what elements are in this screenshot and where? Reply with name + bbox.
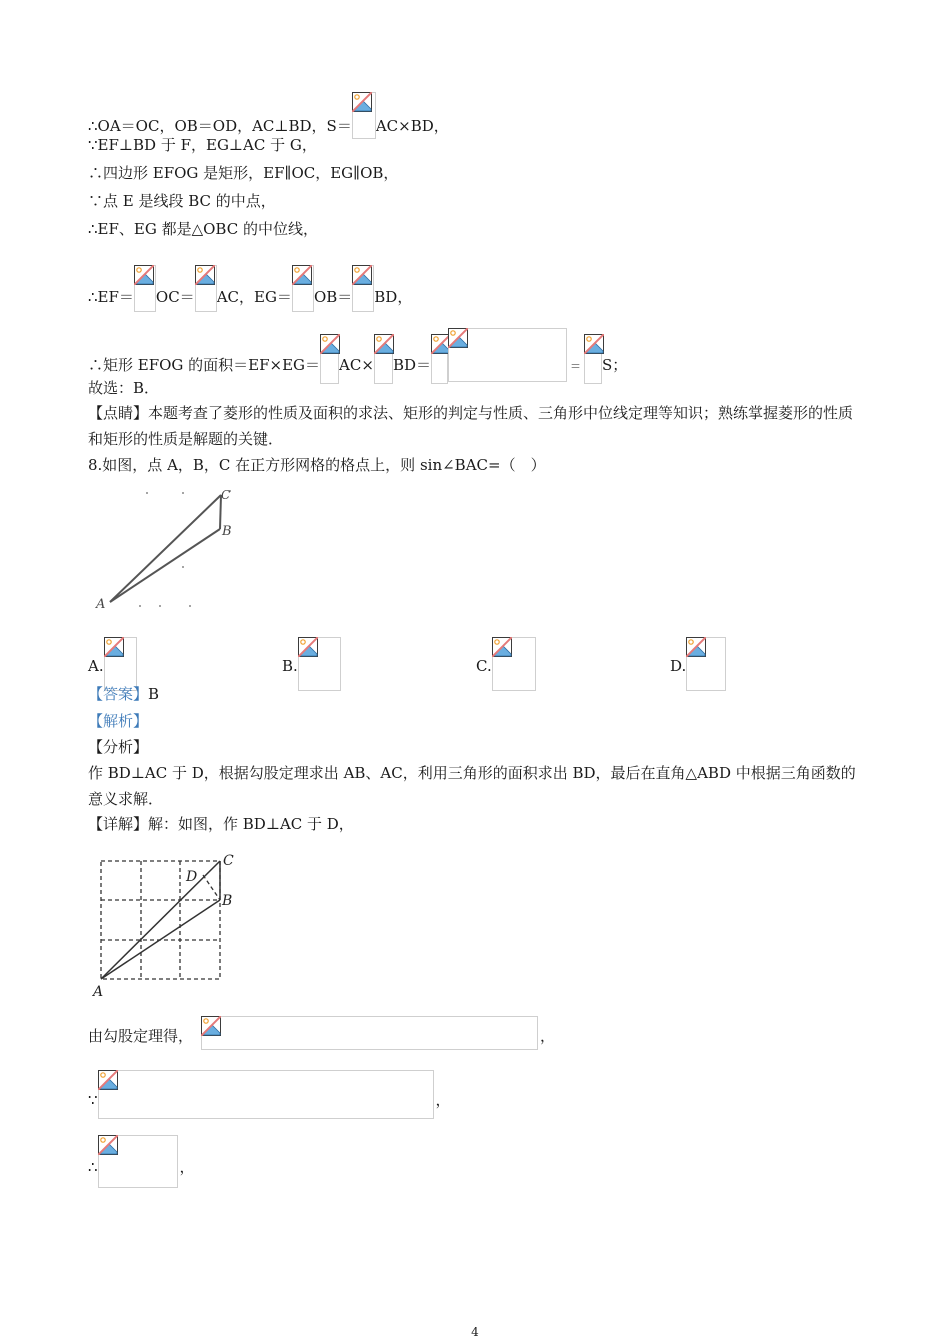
broken-image-fraction [431, 334, 448, 384]
proof-line-4: ∵点 E 是线段 BC 的中点， [88, 192, 276, 210]
detail-text: 解：如图，作 BD⊥AC 于 D， [148, 815, 354, 833]
option-label: C. [476, 657, 492, 675]
broken-image-icon [134, 265, 154, 285]
broken-image-option [492, 637, 536, 691]
text: OC＝ [155, 288, 195, 306]
fenxi-label: 【分析】 [88, 738, 149, 756]
text: BD＝ [392, 356, 431, 374]
tip-label: 【点睛】 [88, 404, 149, 422]
tip-text: 本题考查了菱形的性质及面积的求法、矩形的判定与性质、三角形中位线定理等知识；熟练掌握菱形的性质和矩形的性质是解题的关键． [88, 404, 854, 448]
point-label-a: A [96, 597, 106, 610]
option-label: D. [670, 657, 687, 675]
conclusion-line: 故选：B． [88, 379, 160, 397]
broken-image-icon [98, 1070, 118, 1090]
answer-value: B [148, 685, 160, 703]
text: AC×BD， [375, 117, 449, 135]
broken-image-expression [98, 1135, 178, 1188]
broken-image-fraction [352, 92, 376, 139]
text: ∴ [88, 1158, 98, 1176]
point-label-b: B [222, 524, 232, 539]
option-d[interactable] [670, 637, 726, 691]
text: ∵ [88, 1091, 98, 1109]
broken-image-fraction [374, 334, 393, 384]
detail-line [88, 814, 354, 834]
broken-image-icon [492, 637, 512, 657]
text: ， [435, 1091, 451, 1109]
text: ∴EF＝ [88, 288, 134, 306]
text: S； [602, 356, 628, 374]
point-label-c: C [221, 488, 231, 502]
analysis-label: 【解析】 [88, 712, 149, 730]
option-b[interactable] [282, 637, 341, 691]
option-a[interactable] [88, 637, 137, 691]
broken-image-icon [374, 334, 394, 354]
broken-image-option [104, 637, 137, 691]
broken-image-fraction [134, 265, 156, 312]
proof-line-3: ∴四边形 EFOG 是矩形，EF∥OC，EG∥OB， [88, 164, 399, 182]
text: AC，EG＝ [216, 288, 292, 306]
text: ， [540, 1027, 556, 1045]
broken-image-icon [195, 265, 215, 285]
broken-image-expression [98, 1070, 434, 1119]
text: 由勾股定理得， [88, 1027, 194, 1045]
broken-image-icon [352, 92, 372, 112]
option-c[interactable] [476, 637, 536, 691]
text: OB＝ [313, 288, 353, 306]
text: ＝ [570, 360, 581, 373]
broken-image-fraction [320, 334, 339, 384]
proof-line-6 [88, 265, 412, 312]
detail-label: 【详解】 [88, 815, 149, 833]
proof-line-7 [88, 330, 627, 384]
broken-image-icon [98, 1135, 118, 1155]
broken-image-icon [448, 328, 468, 348]
question-8: 8.如图，点 A，B，C 在正方形网格的格点上，则 sin∠BAC=（ ） [88, 456, 546, 474]
text: BD， [374, 288, 413, 306]
broken-image-icon [292, 265, 312, 285]
because-line [88, 1070, 451, 1119]
broken-image-fraction [292, 265, 314, 312]
broken-image-fraction [352, 265, 374, 312]
broken-image-fraction [195, 265, 217, 312]
broken-image-icon [686, 637, 706, 657]
option-label: B. [282, 657, 298, 675]
broken-image-expression [448, 328, 567, 382]
broken-image-icon [104, 637, 124, 657]
pythagoras-line [88, 1016, 555, 1050]
broken-image-icon [201, 1016, 221, 1036]
answer-line [88, 684, 159, 704]
broken-image-option [686, 637, 726, 691]
text: ∴矩形 EFOG 的面积＝EF×EG＝ [88, 356, 321, 374]
therefore-line [88, 1135, 195, 1188]
option-label: A. [88, 657, 104, 675]
question-figure [90, 485, 250, 610]
text: ， [179, 1158, 195, 1176]
broken-image-icon [320, 334, 340, 354]
proof-line-5: ∴EF、EG 都是△OBC 的中位线， [88, 220, 318, 238]
page-number: 4 [471, 1325, 479, 1339]
proof-line-2: ∵EF⊥BD 于 F，EG⊥AC 于 G， [88, 136, 317, 154]
point-label-a: A [93, 984, 104, 1000]
point-label-c: C [223, 853, 234, 869]
broken-image-icon [352, 265, 372, 285]
broken-image-icon [584, 334, 604, 354]
point-label-d: D [186, 869, 198, 885]
proof-line-1 [88, 92, 449, 139]
tip-paragraph [88, 400, 868, 452]
point-label-b: B [222, 893, 233, 909]
fenxi-text: 作 BD⊥AC 于 D，根据勾股定理求出 AB、AC，利用三角形的面积求出 BD，最后在直角△ABD 中根据三角函数的意义求解． [88, 764, 856, 808]
grid-figure [90, 848, 250, 1003]
text: AC× [339, 356, 374, 374]
answer-label: 【答案】 [88, 685, 149, 703]
broken-image-option [298, 637, 341, 691]
broken-image-expression [201, 1016, 538, 1050]
broken-image-fraction [584, 334, 602, 384]
text: ∴OA＝OC，OB＝OD，AC⊥BD，S＝ [88, 117, 352, 135]
broken-image-icon [298, 637, 318, 657]
